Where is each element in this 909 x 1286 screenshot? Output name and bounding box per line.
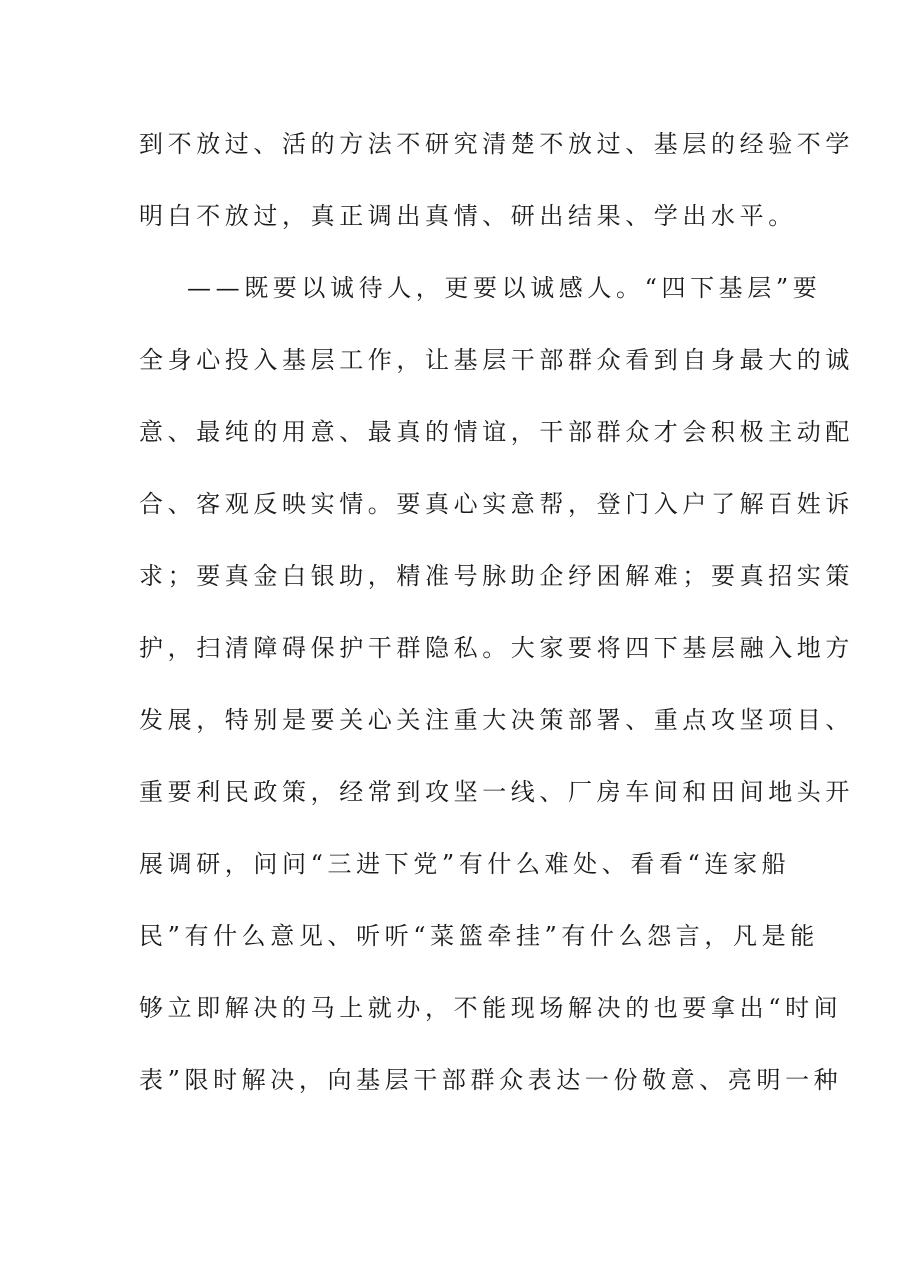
body-text-line: 明白不放过，真正调出真情、研出结果、学出水平。	[139, 202, 797, 230]
body-text-line: 护，扫清障碍保护干群隐私。大家要将四下基层融入地方	[139, 634, 854, 662]
body-text-line: 表”限时解决，向基层干部群众表达一份敬意、亮明一种	[139, 1066, 843, 1094]
body-text-line: 全身心投入基层工作，让基层干部群众看到自身最大的诚	[139, 346, 854, 374]
body-text-line: 发展，特别是要关心关注重大决策部署、重点攻坚项目、	[139, 706, 854, 734]
body-text-line: 民”有什么意见、听听“菜篮牵挂”有什么怨言，凡是能	[139, 922, 819, 950]
paragraph-first-line: ——既要以诚待人，更要以诚感人。“四下基层”要	[187, 274, 822, 302]
body-text-line: 重要利民政策，经常到攻坚一线、厂房车间和田间地头开	[139, 778, 854, 806]
body-text-line: 意、最纯的用意、最真的情谊，干部群众才会积极主动配	[139, 418, 854, 446]
body-text-line: 够立即解决的马上就办，不能现场解决的也要拿出“时间	[139, 994, 843, 1022]
body-text-line: 合、客观反映实情。要真心实意帮，登门入户了解百姓诉	[139, 490, 854, 518]
body-text-line: 展调研，问问“三进下党”有什么难处、看看“连家船	[139, 850, 791, 878]
body-text-line: 到不放过、活的方法不研究清楚不放过、基层的经验不学	[139, 130, 854, 158]
body-text-line: 求；要真金白银助，精准号脉助企纾困解难；要真招实策	[139, 562, 854, 590]
